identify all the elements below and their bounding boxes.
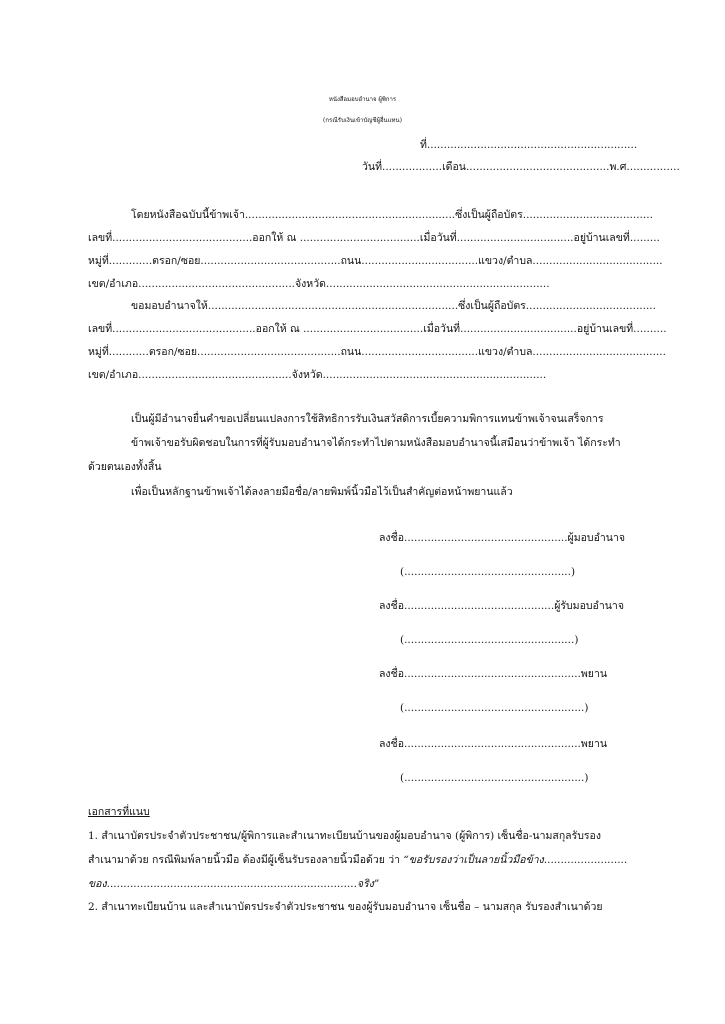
document-subtitle: (กรณีรับเงินเข้าบัญชีผู้อื่นแทน) xyxy=(323,117,402,124)
signature-grantor: ลงชื่อ.................................................ผู้มอบอำนาจ xyxy=(379,532,626,544)
grantee-line-4: เขต/อำเภอ..............................................จังหวัด................................................................... xyxy=(88,369,547,381)
signature-witness-1: ลงชื่อ.....................................................พยาน xyxy=(379,668,608,680)
paragraph-responsibility-2: ด้วยตนเองทั้งสิ้น xyxy=(88,461,162,473)
signature-witness-2: ลงชื่อ.....................................................พยาน xyxy=(379,738,608,750)
paragraph-authority: เป็นผู้มีอำนาจยื่นคำขอเปลี่ยนแปลงการใช้สิทธิการรับเงินสวัสดิการเบี้ยความพิการแทนข้าพเจ้าจนเสร็จการ xyxy=(131,413,604,425)
grantor-line-4: เขต/อำเภอ...............................................จังหวัด................................................................... xyxy=(88,278,550,290)
paragraph-evidence: เพื่อเป็นหลักฐานข้าพเจ้าได้ลงลายมือชื่อ/ลายพิมพ์นิ้วมือไว้เป็นสำคัญต่อหน้าพยานแล้ว xyxy=(131,486,513,498)
document-title: หนังสือมอบอำนาจ ผู้พิการ xyxy=(328,96,397,103)
grantee-line-1: ขอมอบอำนาจให้...........................................................................ซึ่งเป็นผู้ถือบัตร....................................... xyxy=(131,300,656,312)
place-line: ที่............................................................... xyxy=(420,139,638,151)
signature-grantor-name: (..................................................) xyxy=(400,566,576,578)
attachment-item-1-plain: สำเนามาด้วย กรณีพิมพ์ลายนิ้วมือ ต้องมีผู้เซ็นรับรองลายนิ้วมือด้วย ว่า xyxy=(88,854,404,866)
grantor-line-3: หมู่ที่.............ตรอก/ซอย..........................................ถนน...................................แขวง/ตำบล....................................... xyxy=(88,255,663,267)
attachment-item-1-line-3: ของ...........................................................................จริง” xyxy=(88,878,380,890)
signature-witness-2-name: (......................................................) xyxy=(400,772,589,784)
grantor-line-2: เลขที่..........................................ออกให้ ณ ....................................เมื่อวันที่...................................อยู่บ้านเลขที่......... xyxy=(88,232,660,244)
paragraph-responsibility-1: ข้าพเจ้าขอรับผิดชอบในการที่ผู้รับมอบอำนาจได้กระทำไปตามหนังสือมอบอำนาจนี้เสมือนว่าข้าพเจ้า ได้กระทำ xyxy=(131,437,621,449)
signature-witness-1-name: (......................................................) xyxy=(400,702,589,714)
grantee-line-3: หมู่ที่............ตรอก/ซอย...........................................ถนน...................................แขวง/ตำบล........................................ xyxy=(88,346,666,358)
attachment-item-1-line-1: 1. สำเนาบัตรประจำตัวประชาชน/ผู้พิการและสำเนาทะเบียนบ้านของผู้มอบอำนาจ (ผู้พิการ) เซ็นชื่อ-นามสกุลรับรอง xyxy=(88,830,601,842)
signature-grantee: ลงชื่อ.............................................ผู้รับมอบอำนาจ xyxy=(379,600,624,612)
attachment-item-1-line-2 xyxy=(88,853,627,867)
attachment-item-1-quote: “ขอรับรองว่าเป็นลายนิ้วมือข้าง......................... xyxy=(403,854,628,866)
attachment-item-2: 2. สำเนาทะเบียนบ้าน และสำเนาบัตรประจำตัวประชาชน ของผู้รับมอบอำนาจ เซ็นชื่อ – นามสกุล รับรองสำเนาด้วย xyxy=(88,901,603,913)
attachments-heading: เอกสารที่แนบ xyxy=(88,806,150,818)
grantor-line-1: โดยหนังสือฉบับนี้ข้าพเจ้า...............................................................ซึ่งเป็นผู้ถือบัตร....................................... xyxy=(131,209,653,221)
grantee-line-2: เลขที่...........................................ออกให้ ณ ....................................เมื่อวันที่...................................อยู่บ้านเลขที่.......... xyxy=(88,323,667,335)
date-line: วันที่..................เดือน...........................................พ.ศ................ xyxy=(362,161,680,173)
signature-grantee-name: (...................................................) xyxy=(400,634,579,646)
